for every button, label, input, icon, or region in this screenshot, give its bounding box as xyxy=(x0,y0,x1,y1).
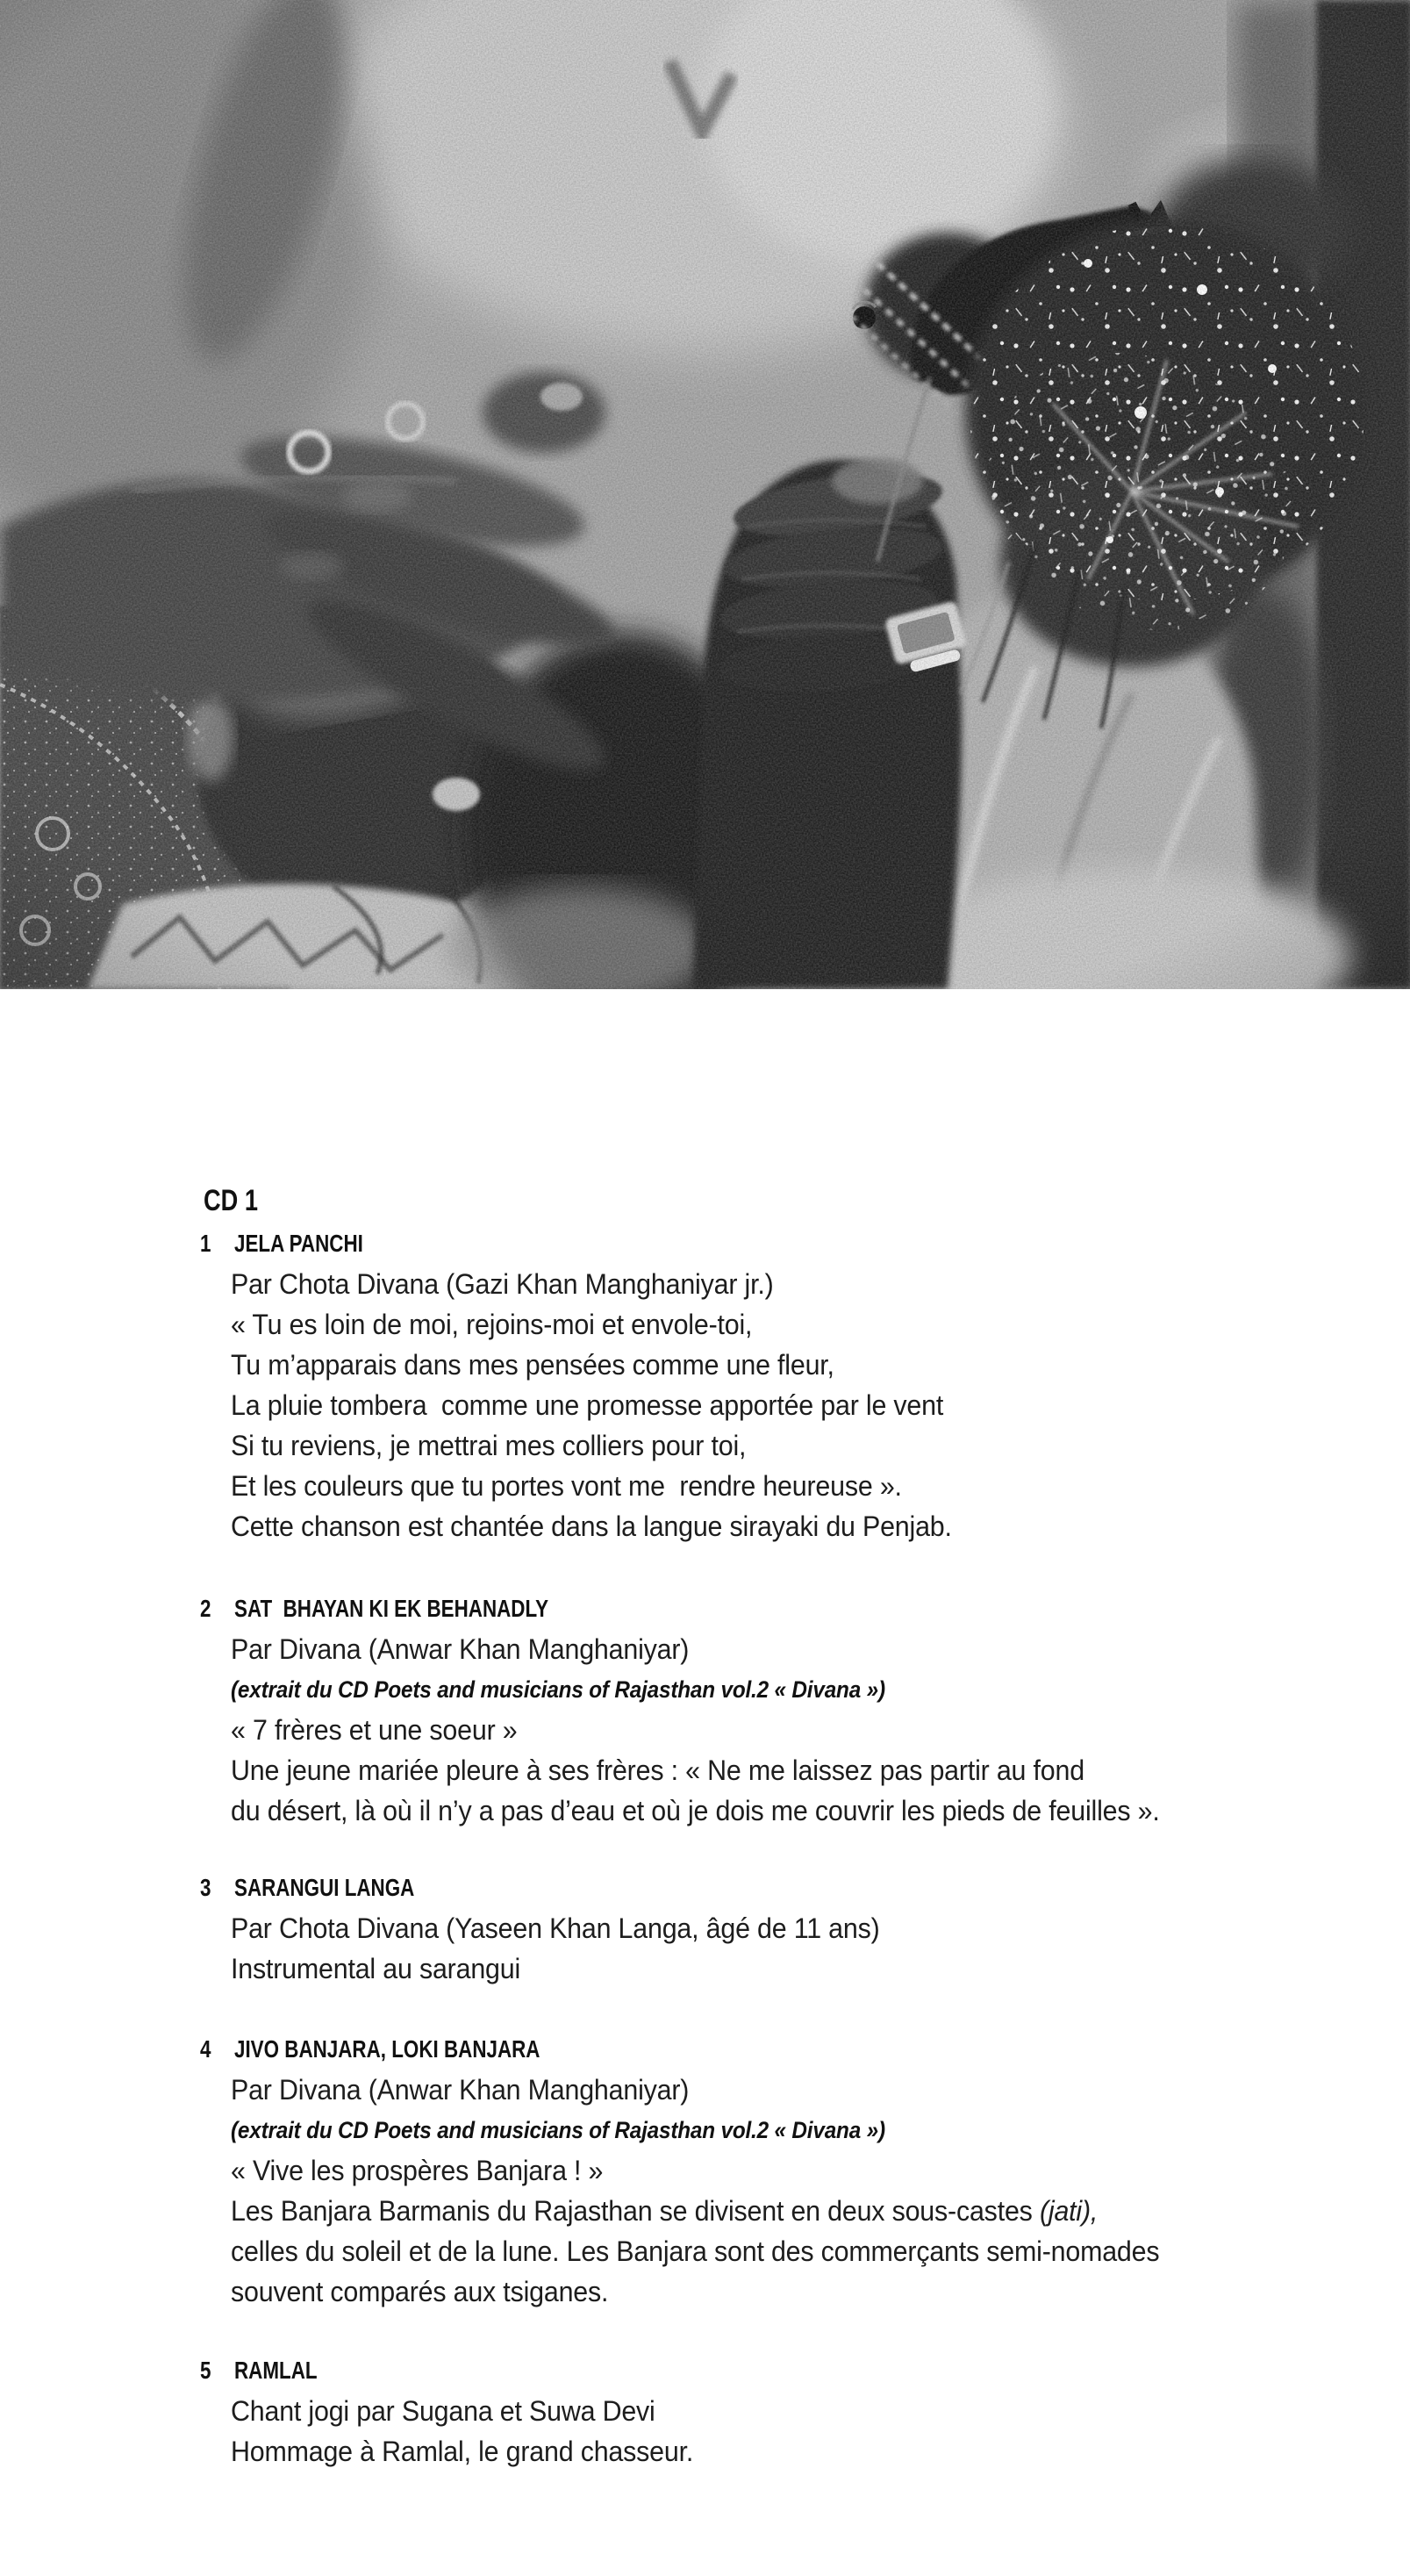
track-title xyxy=(234,2029,1410,2070)
track-number xyxy=(200,2350,214,2391)
track-number xyxy=(200,2029,214,2070)
track-number-text: 3 xyxy=(200,1874,211,1901)
text-segment: Chant jogi par Sugana et Suwa Devi xyxy=(231,2395,655,2427)
cd-title xyxy=(204,1180,1410,1221)
track-line xyxy=(231,1790,1351,1831)
track-title-text: RAMLAL xyxy=(234,2357,318,2384)
track-line xyxy=(231,1669,1292,1710)
track-list xyxy=(0,1223,1410,2472)
cd-title-text: CD 1 xyxy=(204,1184,258,1217)
track-title xyxy=(234,1868,1410,1908)
track-title-text: JELA PANCHI xyxy=(234,1230,363,1257)
track-line xyxy=(231,1948,1351,1989)
text-segment: Tu m’apparais dans mes pensées comme une fleur, xyxy=(231,1349,834,1381)
text-segment: (extrait du CD Poets and musicians of Rajasthan vol.2 « Divana ») xyxy=(231,1676,885,1703)
track-head-3 xyxy=(0,1868,1410,1908)
text-segment: Par Chota Divana (Gazi Khan Manghaniyar jr.) xyxy=(231,1268,774,1300)
track-head-5 xyxy=(0,2350,1410,2391)
text-segment: Hommage à Ramlal, le grand chasseur. xyxy=(231,2436,694,2467)
track-title-text: SARANGUI LANGA xyxy=(234,1874,415,1901)
text-segment: « Vive les prospères Banjara ! » xyxy=(231,2155,604,2186)
track-line xyxy=(231,1506,1351,1546)
text-segment: Par Divana (Anwar Khan Manghaniyar) xyxy=(231,1633,690,1665)
track-line xyxy=(231,2231,1351,2271)
track-number-text: 5 xyxy=(200,2357,211,2384)
track-title-text: SAT BHAYAN KI EK BEHANADLY xyxy=(234,1595,549,1622)
track-line xyxy=(231,1425,1351,1466)
track-head-2 xyxy=(0,1589,1410,1629)
track-number xyxy=(200,1868,214,1908)
text-segment: Et les couleurs que tu portes vont me rendre heureuse ». xyxy=(231,1470,902,1502)
text-segment: « 7 frères et une soeur » xyxy=(231,1714,518,1746)
track-title xyxy=(234,1589,1410,1629)
track-line xyxy=(231,1385,1351,1425)
tracklist-content xyxy=(0,1180,1410,2472)
track-number xyxy=(200,1223,214,1264)
track-head-4 xyxy=(0,2029,1410,2070)
track-2 xyxy=(0,1589,1410,1831)
booklet-photo-illustration xyxy=(0,0,1410,989)
track-line xyxy=(231,2391,1351,2431)
track-title xyxy=(234,2350,1410,2391)
track-number-text: 4 xyxy=(200,2035,211,2063)
track-line xyxy=(231,1466,1351,1506)
text-segment: souvent comparés aux tsiganes. xyxy=(231,2276,609,2307)
track-number xyxy=(200,1589,214,1629)
track-number-text: 1 xyxy=(200,1230,211,1257)
track-5 xyxy=(0,2350,1410,2472)
track-title-text: JIVO BANJARA, LOKI BANJARA xyxy=(234,2035,540,2063)
track-line xyxy=(231,1345,1351,1385)
track-line xyxy=(231,1304,1351,1345)
track-line xyxy=(231,2110,1292,2150)
text-segment: Instrumental au sarangui xyxy=(231,1953,521,1984)
text-segment: Par Divana (Anwar Khan Manghaniyar) xyxy=(231,2074,690,2106)
track-line xyxy=(231,2431,1351,2472)
text-segment: La pluie tombera comme une promesse apportée par le vent xyxy=(231,1389,944,1421)
track-3 xyxy=(0,1868,1410,1989)
text-segment: Par Chota Divana (Yaseen Khan Langa, âgé de 11 ans) xyxy=(231,1912,880,1944)
text-segment: « Tu es loin de moi, rejoins-moi et envole-toi, xyxy=(231,1309,753,1340)
text-segment: celles du soleil et de la lune. Les Banjara sont des commerçants semi-nomades xyxy=(231,2235,1160,2267)
track-line xyxy=(231,1710,1351,1750)
track-4 xyxy=(0,2029,1410,2312)
track-title xyxy=(234,1223,1410,1264)
track-line xyxy=(231,1908,1351,1948)
text-segment: du désert, là où il n’y a pas d’eau et où je dois me couvrir les pieds de feuilles ». xyxy=(231,1795,1160,1826)
booklet-photo xyxy=(0,0,1410,989)
italic-segment: (jati), xyxy=(1039,2195,1099,2227)
track-line xyxy=(231,2070,1351,2110)
text-segment: Une jeune mariée pleure à ses frères : « Ne me laissez pas partir au fond xyxy=(231,1754,1084,1786)
text-segment: Les Banjara Barmanis du Rajasthan se divisent en deux sous-castes xyxy=(231,2195,1040,2227)
text-segment: (extrait du CD Poets and musicians of Rajasthan vol.2 « Divana ») xyxy=(231,2117,885,2143)
track-line xyxy=(231,1264,1351,1304)
track-number-text: 2 xyxy=(200,1595,211,1622)
track-line xyxy=(231,2271,1351,2312)
track-line xyxy=(231,2150,1351,2191)
text-segment: Cette chanson est chantée dans la langue sirayaki du Penjab. xyxy=(231,1510,952,1542)
track-line xyxy=(231,1750,1351,1790)
text-segment: Si tu reviens, je mettrai mes colliers pour toi, xyxy=(231,1430,747,1461)
track-1 xyxy=(0,1223,1410,1546)
track-line xyxy=(231,2191,1351,2231)
track-head-1 xyxy=(0,1223,1410,1264)
track-line xyxy=(231,1629,1351,1669)
